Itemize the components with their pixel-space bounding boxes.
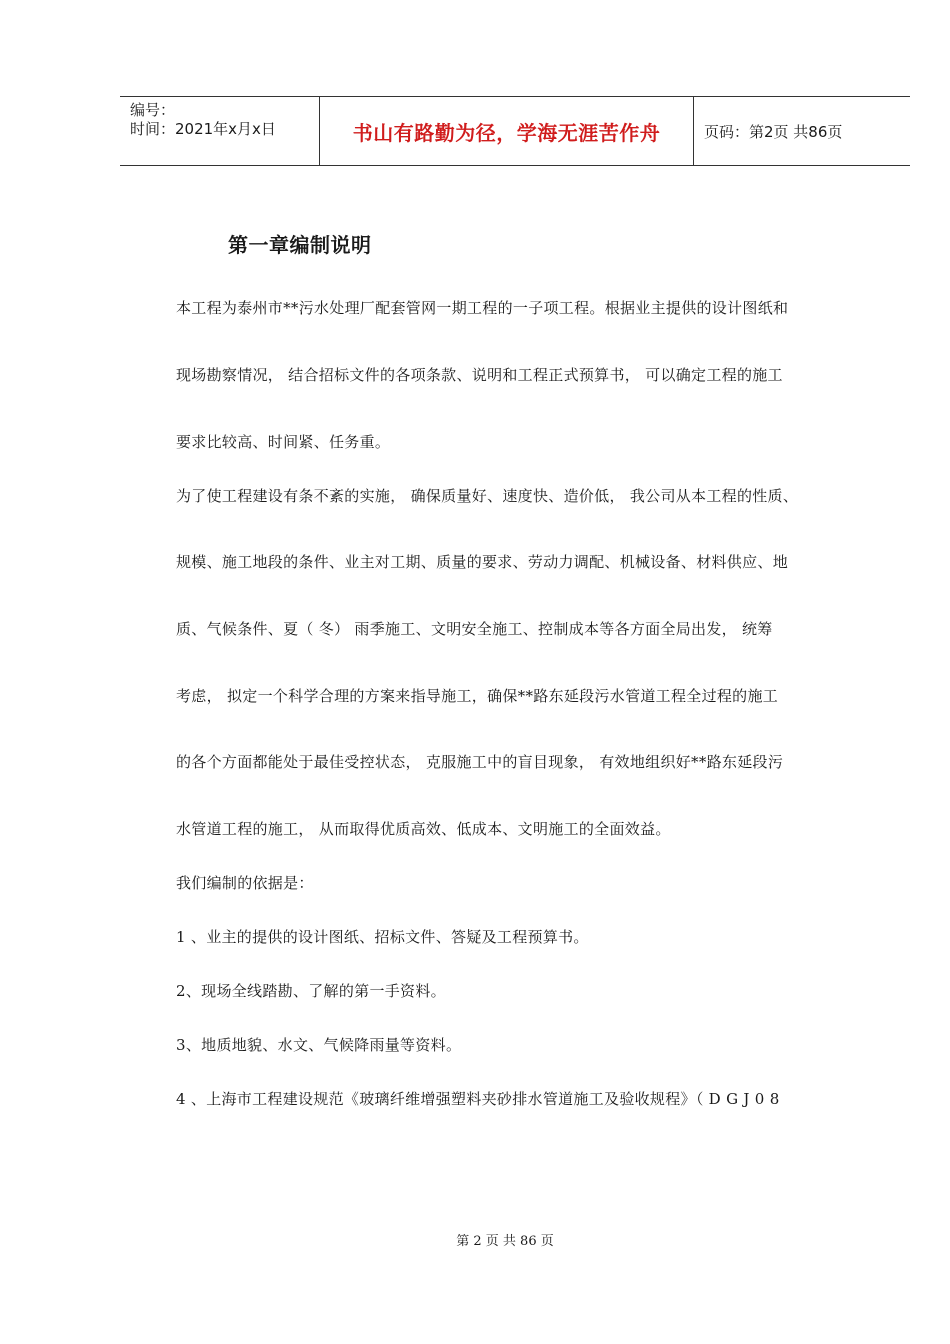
time-label: 时间：2021年x月x日 (130, 120, 276, 138)
header-motto: 书山有路勤为径，学海无涯苦作舟 (320, 97, 694, 165)
page-header-table (120, 96, 910, 166)
list-item: 2、现场全线踏勘、了解的第一手资料。 (176, 982, 446, 1000)
header-meta-cell (120, 97, 320, 165)
body-line: 考虑， 拟定一个科学合理的方案来指导施工，确保**路东延段污水管道工程全过程的施工 (176, 687, 779, 705)
list-item: 4 、上海市工程建设规范《玻璃纤维增强塑料夹砂排水管道施工及验收规程》（ D G J 0 8 (176, 1090, 780, 1108)
chapter-title: 第一章编制说明 (228, 233, 372, 257)
body-line: 质、气候条件、夏（ 冬） 雨季施工、文明安全施工、控制成本等各方面全局出发， 统筹 (176, 620, 773, 638)
body-line: 的各个方面都能处于最佳受控状态， 克服施工中的盲目现象， 有效地组织好**路东延段污 (176, 753, 784, 771)
list-item: 1 、业主的提供的设计图纸、招标文件、答疑及工程预算书。 (176, 928, 589, 946)
body-line: 本工程为泰州市**污水处理厂配套管网一期工程的一子项工程。根据业主提供的设计图纸和 (176, 299, 789, 317)
body-line: 我们编制的依据是： (176, 874, 314, 892)
body-line: 水管道工程的施工， 从而取得优质高效、低成本、文明施工的全面效益。 (176, 820, 671, 838)
body-line: 要求比较高、时间紧、任务重。 (176, 433, 391, 451)
number-label: 编号： (130, 101, 176, 119)
header-page-info: 页码：第2页 共86页 (704, 122, 843, 141)
body-line: 现场勘察情况， 结合招标文件的各项条款、说明和工程正式预算书， 可以确定工程的施工 (176, 366, 783, 384)
page-footer: 第 2 页 共 86 页 (456, 1234, 554, 1249)
body-line: 规模、施工地段的条件、业主对工期、质量的要求、劳动力调配、机械设备、材料供应、地 (176, 553, 789, 571)
list-item: 3、地质地貌、水文、气候降雨量等资料。 (176, 1036, 462, 1054)
body-line: 为了使工程建设有条不紊的实施， 确保质量好、速度快、造价低， 我公司从本工程的性质、 (176, 487, 799, 505)
